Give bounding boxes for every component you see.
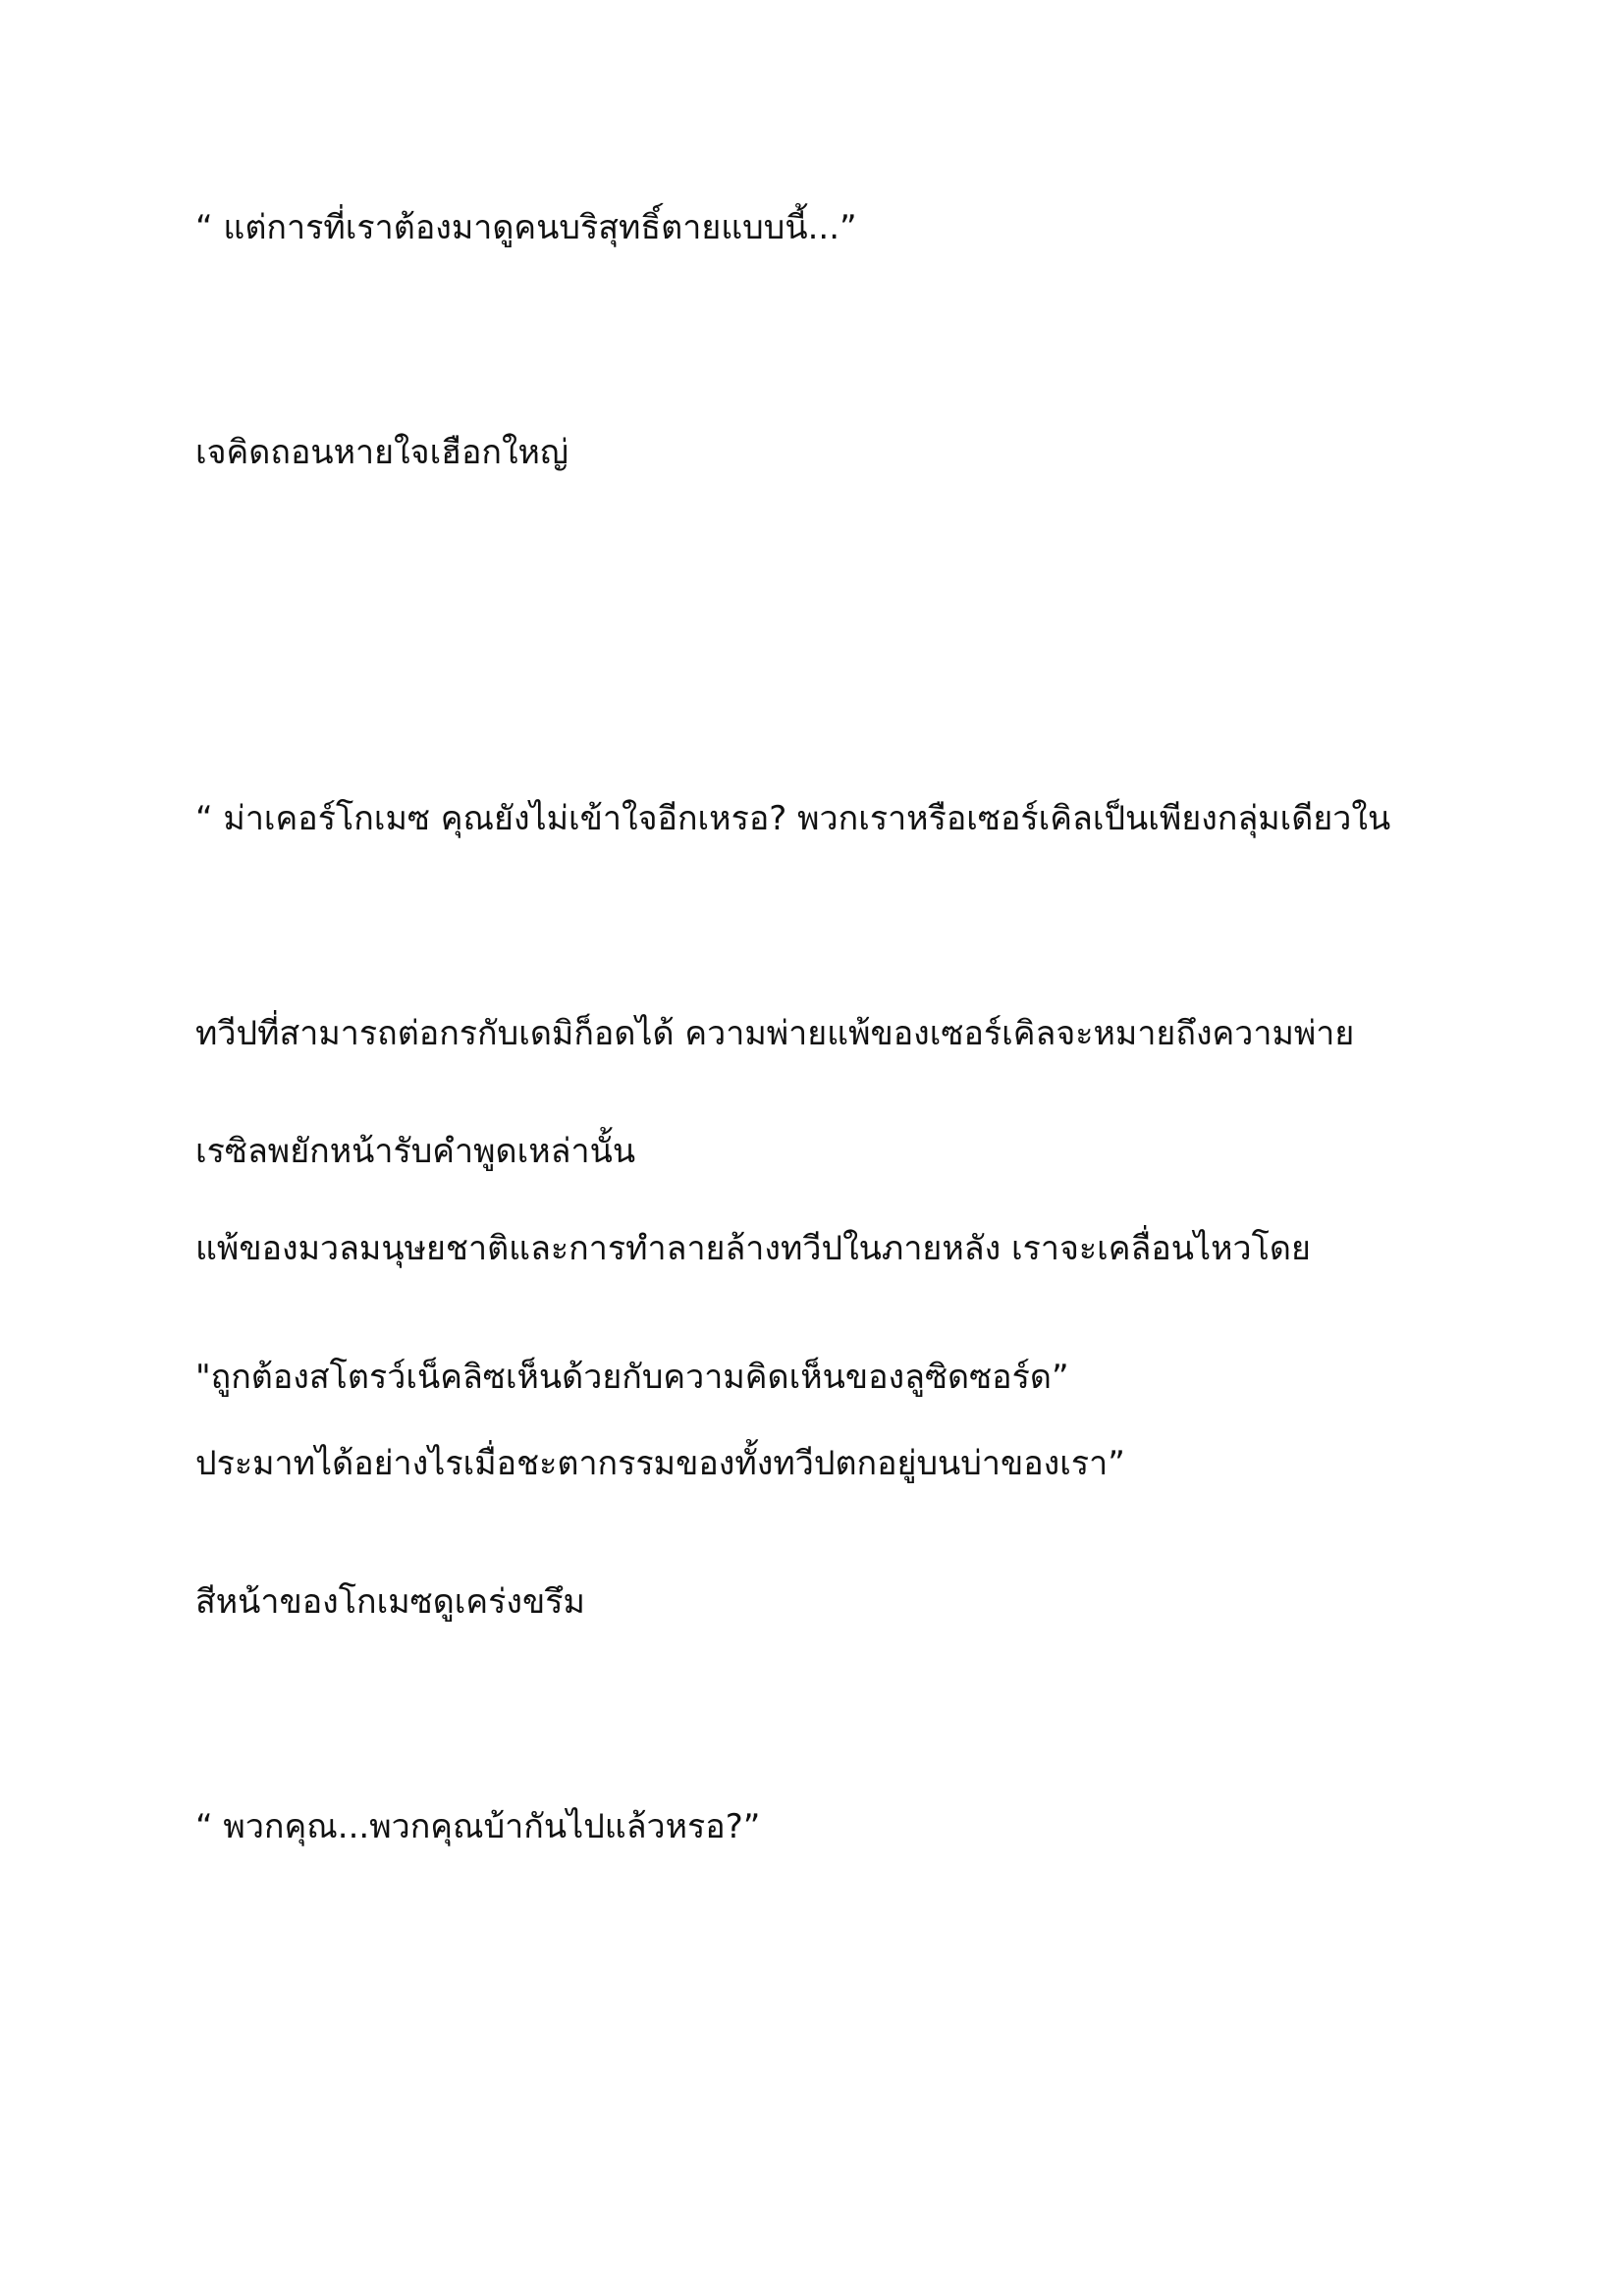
- paragraph-narration-1: เจคิดถอนหายใจเฮือกใหญ่: [195, 433, 568, 472]
- paragraph-line: “ ม่าเคอร์โกเมซ คุณยังไม่เข้าใจอีกเหรอ? พวกเราหรือเซอร์เคิลเป็นเพียงกลุ่มเดียวใน: [195, 799, 1391, 838]
- paragraph-line: ทวีปที่สามารถต่อกรกับเดมิก็อดได้ ความพ่ายแพ้ของเซอร์เคิลจะหมายถึงความพ่าย: [195, 1014, 1355, 1053]
- paragraph-line: ประมาทได้อย่างไรเมื่อชะตากรรมของทั้งทวีปตกอยู่บนบ่าของเรา”: [195, 1444, 1125, 1483]
- paragraph-narration-3: สีหน้าของโกเมซดูเคร่งขรึม: [195, 1582, 585, 1622]
- paragraph-dialogue-4: “ พวกคุณ...พวกคุณบ้ากันไปแล้วหรอ?”: [195, 1807, 761, 1846]
- paragraph-dialogue-3: "ถูกต้องสโตรว์เน็คลิซเห็นด้วยกับความคิดเห็นของลูซิดซอร์ด”: [195, 1358, 1069, 1397]
- paragraph-line: แพ้ของมวลมนุษยชาติและการทำลายล้างทวีปในภายหลัง เราจะเคลื่อนไหวโดย: [195, 1229, 1311, 1268]
- paragraph-narration-2: เรซิลพยักหน้ารับคำพูดเหล่านั้น: [195, 1132, 636, 1171]
- paragraph-dialogue-1: “ แต่การที่เราต้องมาดูคนบริสุทธิ์ตายแบบนี้...”: [195, 208, 857, 247]
